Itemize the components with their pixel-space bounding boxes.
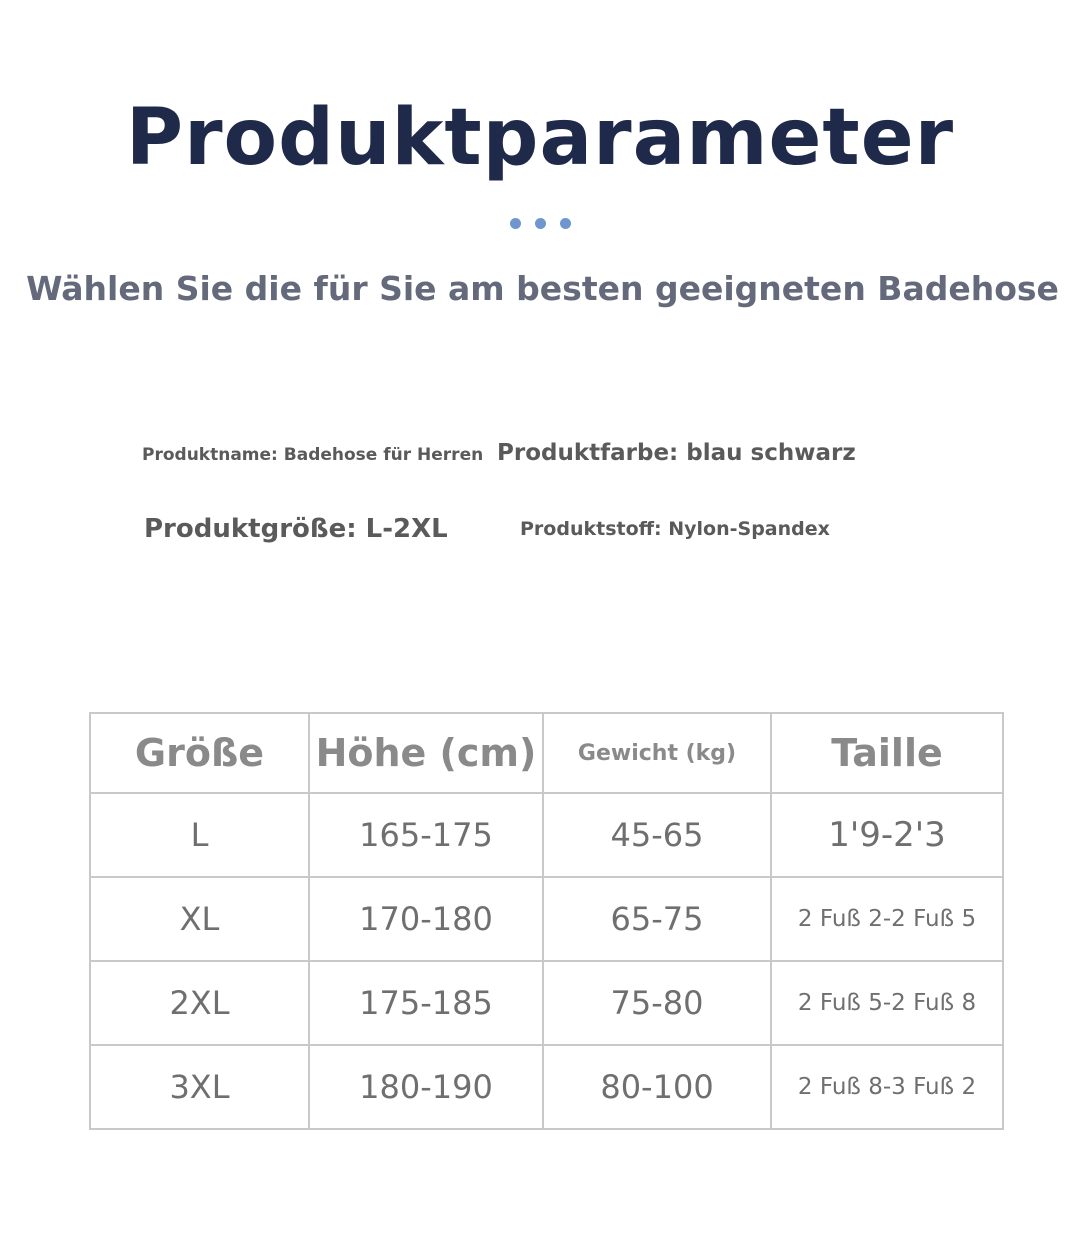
header-waist: Taille	[771, 713, 1003, 793]
cell-size: XL	[90, 877, 309, 961]
table-header-row	[90, 713, 1003, 793]
product-size: Produktgröße: L-2XL	[144, 514, 448, 544]
table-row	[90, 793, 1003, 877]
decorative-dots	[0, 218, 1080, 229]
page-title: Produktparameter	[125, 93, 955, 183]
cell-size: 2XL	[90, 961, 309, 1045]
cell-weight: 65-75	[543, 877, 771, 961]
table-row	[90, 877, 1003, 961]
cell-height: 175-185	[309, 961, 543, 1045]
dot-icon	[510, 218, 521, 229]
cell-weight: 80-100	[543, 1045, 771, 1129]
dot-icon	[560, 218, 571, 229]
table-row	[90, 1045, 1003, 1129]
cell-height: 170-180	[309, 877, 543, 961]
product-name: Produktname: Badehose für Herren	[142, 445, 484, 465]
cell-waist: 2 Fuß 2-2 Fuß 5	[771, 877, 1003, 961]
product-color: Produktfarbe: blau schwarz	[497, 440, 856, 466]
table-row	[90, 961, 1003, 1045]
cell-size: 3XL	[90, 1045, 309, 1129]
header-weight: Gewicht (kg)	[543, 713, 771, 793]
cell-waist: 1'9-2'3	[771, 793, 1003, 877]
cell-weight: 75-80	[543, 961, 771, 1045]
page-subtitle: Wählen Sie die für Sie am besten geeigneten Badehose	[26, 269, 1059, 308]
cell-weight: 45-65	[543, 793, 771, 877]
size-table	[89, 712, 1004, 1130]
header-height: Höhe (cm)	[309, 713, 543, 793]
cell-waist: 2 Fuß 5-2 Fuß 8	[771, 961, 1003, 1045]
dot-icon	[535, 218, 546, 229]
product-fabric: Produktstoff: Nylon-Spandex	[520, 518, 830, 540]
cell-height: 165-175	[309, 793, 543, 877]
cell-waist: 2 Fuß 8-3 Fuß 2	[771, 1045, 1003, 1129]
header-size: Größe	[90, 713, 309, 793]
cell-size: L	[90, 793, 309, 877]
cell-height: 180-190	[309, 1045, 543, 1129]
